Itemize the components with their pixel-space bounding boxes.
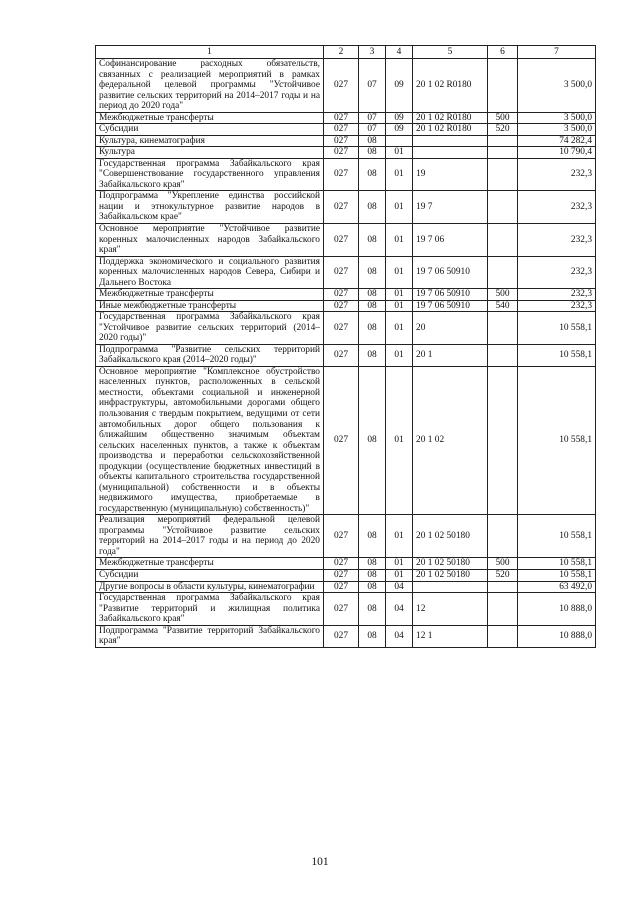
subsection-code: 09 [386,59,413,113]
table-row [96,147,596,159]
ministry-code: 027 [324,223,359,256]
page-number: 101 [311,856,329,868]
subsection-code: 04 [386,625,413,647]
subsection-code: 01 [386,191,413,224]
expense-type-code [488,59,518,113]
expense-type-code: 540 [488,300,518,312]
section-code: 08 [359,569,386,581]
amount: 10 558,1 [518,558,596,570]
expense-type-code [488,158,518,191]
section-code: 08 [359,158,386,191]
amount: 232,3 [518,158,596,191]
amount: 74 282,4 [518,135,596,147]
amount: 10 558,1 [518,569,596,581]
section-code: 07 [359,112,386,124]
target-article-code: 19 [413,158,488,191]
ministry-code: 027 [324,124,359,136]
section-code: 08 [359,289,386,301]
target-article-code: 19 7 [413,191,488,224]
header-cell: 3 [359,46,386,59]
ministry-code: 027 [324,344,359,366]
section-code: 08 [359,135,386,147]
amount: 10 790,4 [518,147,596,159]
amount: 10 558,1 [518,344,596,366]
target-article-code: 20 1 02 50180 [413,515,488,558]
subsection-code: 01 [386,223,413,256]
subsection-code: 04 [386,581,413,593]
target-article-code: 20 1 02 R0180 [413,124,488,136]
ministry-code: 027 [324,135,359,147]
row-name: Основное мероприятие "Комплексное обустройство населенных пунктов, расположенных в сельской местности, объектами социальной и инженерной инфраструктуры, автомобильными дорогами общего пользования с твердым покрытием, ведущими от сети автомобильных дорог общего пользования к ближайшим общественно значимым объектам сельских населенных пунктов, а также к объектам производства и переработки сельскохозяйственной продукции (осуществление бюджетных инвестиций в объекты капитального строительства государственной (муниципальной) собственности и в объекты недвижимого имущества, приобретаемые в государственную (муниципальную) собственность)" [96,366,324,514]
section-code: 08 [359,312,386,345]
section-code: 08 [359,147,386,159]
target-article-code: 20 [413,312,488,345]
subsection-code: 01 [386,515,413,558]
row-name: Иные межбюджетные трансферты [96,300,324,312]
ministry-code: 027 [324,558,359,570]
section-code: 08 [359,300,386,312]
table-row [96,569,596,581]
ministry-code: 027 [324,593,359,626]
amount: 3 500,0 [518,124,596,136]
row-name: Основное мероприятие "Устойчивое развитие коренных малочисленных народов Забайкальского края" [96,223,324,256]
row-name: Культура [96,147,324,159]
expense-type-code [488,581,518,593]
amount: 232,3 [518,223,596,256]
row-name: Подпрограмма "Развитие территорий Забайкальского края" [96,625,324,647]
row-name: Подпрограмма "Развитие сельских территорий Забайкальского края (2014–2020 годы)" [96,344,324,366]
target-article-code: 19 7 06 50910 [413,256,488,289]
amount: 10 888,0 [518,625,596,647]
amount: 10 558,1 [518,515,596,558]
ministry-code: 027 [324,191,359,224]
section-code: 08 [359,581,386,593]
subsection-code: 01 [386,569,413,581]
row-name: Государственная программа Забайкальского края "Устойчивое развитие сельских территорий (2014–2020 годы)" [96,312,324,345]
expense-type-code [488,256,518,289]
table-row [96,256,596,289]
row-name: Государственная программа Забайкальского края "Развитие территорий и жилищная политика Забайкальского края" [96,593,324,626]
table-row [96,59,596,113]
subsection-code: 01 [386,300,413,312]
section-code: 08 [359,558,386,570]
expense-type-code: 520 [488,124,518,136]
row-name: Субсидии [96,569,324,581]
header-cell: 5 [413,46,488,59]
amount: 232,3 [518,289,596,301]
expense-type-code [488,135,518,147]
expense-type-code [488,593,518,626]
header-cell: 4 [386,46,413,59]
header-cell: 6 [488,46,518,59]
header-row [96,46,596,59]
row-name: Межбюджетные трансферты [96,112,324,124]
section-code: 08 [359,344,386,366]
row-name: Другие вопросы в области культуры, кинематографии [96,581,324,593]
table-row [96,558,596,570]
amount: 232,3 [518,191,596,224]
target-article-code: 12 [413,593,488,626]
ministry-code: 027 [324,300,359,312]
expense-type-code: 500 [488,112,518,124]
ministry-code: 027 [324,158,359,191]
budget-table [95,45,596,648]
target-article-code: 20 1 02 R0180 [413,59,488,113]
table-row [96,625,596,647]
expense-type-code [488,191,518,224]
section-code: 08 [359,223,386,256]
target-article-code: 19 7 06 50910 [413,289,488,301]
target-article-code: 20 1 [413,344,488,366]
table-row [96,158,596,191]
table-row [96,223,596,256]
expense-type-code [488,147,518,159]
row-name: Государственная программа Забайкальского края "Совершенствование государственного управления Забайкальского края" [96,158,324,191]
section-code: 08 [359,256,386,289]
table-row [96,515,596,558]
amount: 3 500,0 [518,112,596,124]
subsection-code: 01 [386,256,413,289]
section-code: 08 [359,625,386,647]
table-row [96,300,596,312]
ministry-code: 027 [324,147,359,159]
table-row [96,593,596,626]
expense-type-code [488,312,518,345]
ministry-code: 027 [324,625,359,647]
expense-type-code [488,344,518,366]
section-code: 08 [359,191,386,224]
section-code: 07 [359,59,386,113]
subsection-code: 04 [386,593,413,626]
row-name: Межбюджетные трансферты [96,289,324,301]
table-row [96,366,596,514]
section-code: 08 [359,366,386,514]
subsection-code: 01 [386,558,413,570]
expense-type-code: 500 [488,558,518,570]
amount: 10 558,1 [518,366,596,514]
header-cell: 1 [96,46,324,59]
ministry-code: 027 [324,112,359,124]
target-article-code: 20 1 02 50180 [413,569,488,581]
target-article-code [413,147,488,159]
target-article-code: 20 1 02 R0180 [413,112,488,124]
row-name: Межбюджетные трансферты [96,558,324,570]
table-row [96,191,596,224]
target-article-code: 20 1 02 50180 [413,558,488,570]
header-cell: 7 [518,46,596,59]
subsection-code: 01 [386,344,413,366]
row-name: Субсидии [96,124,324,136]
expense-type-code: 500 [488,289,518,301]
ministry-code: 027 [324,312,359,345]
row-name: Поддержка экономического и социального развития коренных малочисленных народов Севера, Сибири и Дальнего Востока [96,256,324,289]
amount: 10 558,1 [518,312,596,345]
table-row [96,289,596,301]
table-row [96,124,596,136]
amount: 232,3 [518,256,596,289]
amount: 63 492,0 [518,581,596,593]
ministry-code: 027 [324,289,359,301]
ministry-code: 027 [324,569,359,581]
ministry-code: 027 [324,256,359,289]
section-code: 08 [359,593,386,626]
target-article-code: 12 1 [413,625,488,647]
table-row [96,312,596,345]
target-article-code [413,135,488,147]
amount: 232,3 [518,300,596,312]
table-row [96,112,596,124]
target-article-code: 20 1 02 [413,366,488,514]
expense-type-code [488,515,518,558]
subsection-code [386,135,413,147]
row-name: Подпрограмма "Укрепление единства российской нации и этнокультурное развитие народов в Забайкальском крае" [96,191,324,224]
header-cell: 2 [324,46,359,59]
table-row [96,581,596,593]
subsection-code: 01 [386,147,413,159]
amount: 10 888,0 [518,593,596,626]
ministry-code: 027 [324,581,359,593]
row-name: Культура, кинематография [96,135,324,147]
ministry-code: 027 [324,59,359,113]
target-article-code: 19 7 06 50910 [413,300,488,312]
expense-type-code: 520 [488,569,518,581]
table-body [96,59,596,648]
table-row [96,135,596,147]
expense-type-code [488,366,518,514]
subsection-code: 09 [386,112,413,124]
table-row [96,344,596,366]
target-article-code [413,581,488,593]
ministry-code: 027 [324,515,359,558]
subsection-code: 01 [386,366,413,514]
subsection-code: 01 [386,312,413,345]
subsection-code: 09 [386,124,413,136]
section-code: 08 [359,515,386,558]
expense-type-code [488,625,518,647]
expense-type-code [488,223,518,256]
ministry-code: 027 [324,366,359,514]
subsection-code: 01 [386,289,413,301]
row-name: Софинансирование расходных обязательств, связанных с реализацией мероприятий в рамках федеральной целевой программы "Устойчивое развитие сельских территорий на 2014–2017 годы и на период до 2020 года" [96,59,324,113]
amount: 3 500,0 [518,59,596,113]
row-name: Реализация мероприятий федеральной целевой программы "Устойчивое развитие сельских территорий на 2014–2017 годы и на период до 2020 года" [96,515,324,558]
subsection-code: 01 [386,158,413,191]
target-article-code: 19 7 06 [413,223,488,256]
section-code: 07 [359,124,386,136]
